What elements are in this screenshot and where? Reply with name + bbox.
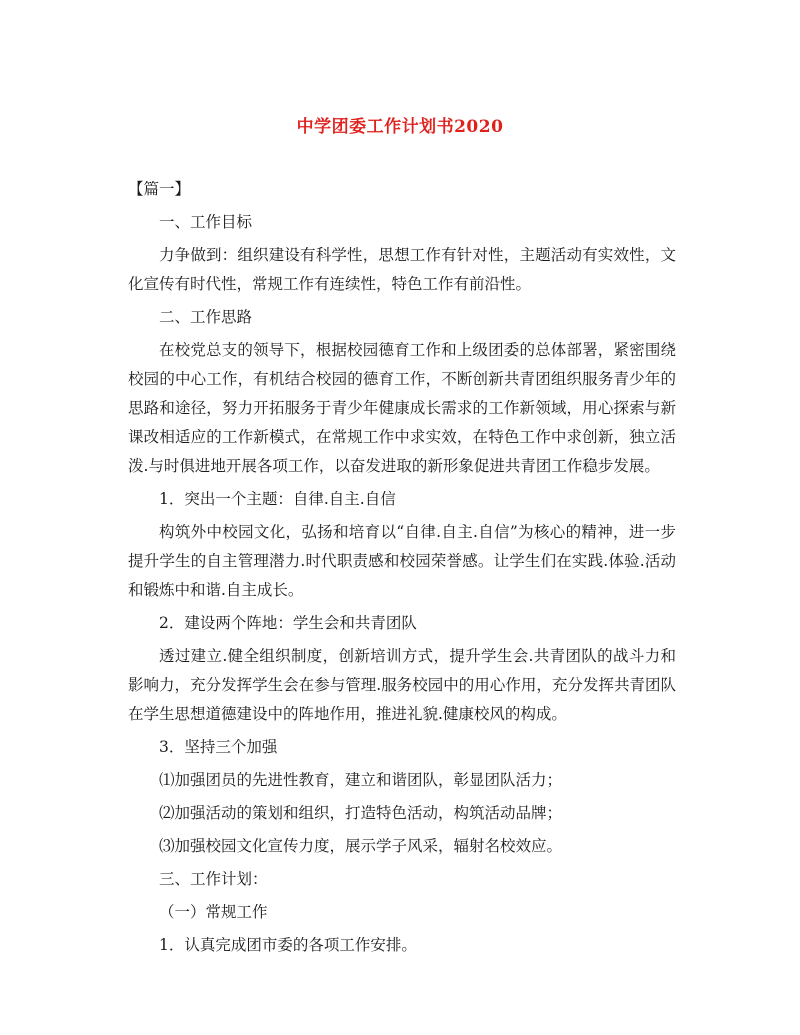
item-routine-1: 1．认真完成团市委的各项工作安排。 — [159, 936, 417, 954]
paragraph-goals: 力争做到：组织建设有科学性，思想工作有针对性，主题活动有实效性，文化宣传有时代性，常规工作有连续性，特色工作有前沿性。 — [128, 246, 676, 293]
paragraph-approach: 在校党总支的领导下，根据校园德育工作和上级团委的总体部署，紧密围绕校园的中心工作，有机结合校园的德育工作，不断创新共青团组织服务青少年的思路和途径，努力开拓服务于青少年健康成长需求的工作新领域，用心探索与新课改相适应的工作新模式，在常规工作中求实效，在特色工作中求创新，独立活泼.与时俱进地开展各项工作，以奋发进取的新形象促进共青团工作稳步发展。 — [128, 341, 676, 475]
list-item-strengthen-2: ⑵加强活动的策划和组织，打造特色活动，构筑活动品牌； — [159, 804, 563, 822]
list-item-strengthen-1: ⑴加强团员的先进性教育，建立和谐团队，彰显团队活力； — [159, 771, 563, 789]
subheading-routine: （一）常规工作 — [159, 903, 268, 921]
item-strengthen: 3．坚持三个加强 — [159, 738, 278, 756]
item-bases: 2．建设两个阵地：学生会和共青团队 — [159, 614, 417, 632]
heading-approach: 二、工作思路 — [159, 308, 253, 326]
paragraph-bases: 透过建立.健全组织制度，创新培训方式，提升学生会.共青团队的战斗力和影响力，充分发挥学生会在参与管理.服务校园中的用心作用，充分发挥共青团队在学生思想道德建设中的阵地作用，推进礼貌.健康校风的构成。 — [128, 647, 676, 723]
heading-plan: 三、工作计划： — [159, 870, 268, 888]
section-label: 【篇一】 — [128, 180, 191, 198]
list-item-strengthen-3: ⑶加强校园文化宣传力度，展示学子风采，辐射名校效应。 — [159, 837, 563, 855]
document-title: 中学团委工作计划书2020 — [296, 117, 504, 137]
heading-goals: 一、工作目标 — [159, 213, 253, 231]
item-theme: 1．突出一个主题：自律.自主.自信 — [159, 490, 396, 508]
paragraph-theme: 构筑外中校园文化，弘扬和培育以“自律.自主.自信”为核心的精神，进一步提升学生的自主管理潜力.时代职责感和校园荣誉感。让学生们在实践.体验.活动和锻炼中和谐.自主成长。 — [128, 523, 676, 599]
document-body — [128, 175, 676, 964]
